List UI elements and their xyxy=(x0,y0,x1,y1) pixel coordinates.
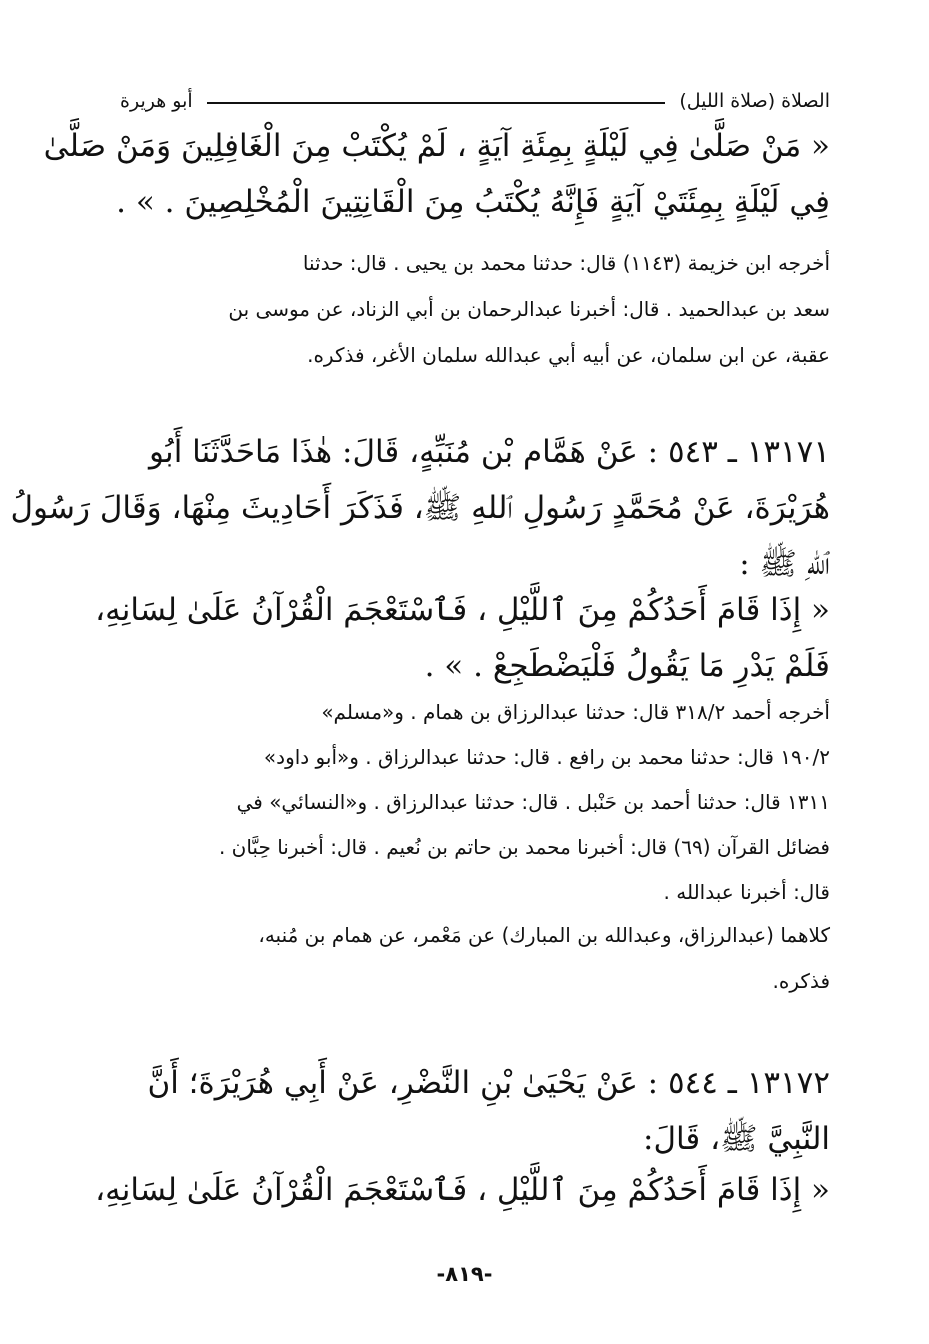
text-line: سعد بن عبدالحميد . قال: أخبرنا عبدالرحمان بن أبي الزناد، عن موسى بن xyxy=(228,297,830,321)
takhrij-note-3 xyxy=(140,912,830,1004)
takhrij-note-2 xyxy=(140,690,830,915)
text-line: « إِذَا قَامَ أَحَدُكُمْ مِنَ ٱللَّيْلِ ، فَٱسْتَعْجَمَ الْقُرْآنُ عَلَىٰ لِسَانِهِ، xyxy=(95,592,830,628)
text-line: ١٣١٧٢ ـ ٥٤٤ : عَنْ يَحْيَىٰ بْنِ النَّضْرِ، عَنْ أَبِي هُرَيْرَةَ؛ أَنَّ xyxy=(147,1065,830,1101)
text-line: « إِذَا قَامَ أَحَدُكُمْ مِنَ ٱللَّيْلِ ، فَٱسْتَعْجَمَ الْقُرْآنُ عَلَىٰ لِسَانِهِ، xyxy=(95,1172,830,1208)
text-line: ١٣١٧١ ـ ٥٤٣ : عَنْ هَمَّام بْن مُنَبِّهٍ، قَالَ: هٰذَا مَاحَدَّثَنَا أَبُو xyxy=(149,434,830,470)
chapter-title: الصلاة (صلاة الليل) xyxy=(679,90,830,112)
text-line: فضائل القرآن (٦٩) قال: أخبرنا محمد بن حاتم بن نُعيم . قال: أخبرنا حِبَّان . xyxy=(218,835,830,859)
text-line: فذكره. xyxy=(772,969,830,993)
text-line: ١٩٠/٢ قال: حدثنا محمد بن رافع . قال: حدثنا عبدالرزاق . و«أبو داود» xyxy=(263,745,830,769)
hadith-text-1 xyxy=(43,118,830,230)
text-line: قال: أخبرنا عبدالله . xyxy=(663,880,830,904)
text-line: فَلَمْ يَدْرِ مَا يَقُولُ فَلْيَضْطَجِعْ . » . xyxy=(424,648,830,684)
page-number: -٨١٩- xyxy=(436,1262,493,1286)
text-line: فِي لَيْلَةٍ بِمِئَتَيْ آيَةٍ فَإِنَّهُ يُكْتَبُ مِنَ الْقَانِتِينَ الْمُخْلِصِينَ . » . xyxy=(116,184,830,220)
text-line: ١٣١١ قال: حدثنا أحمد بن حَنْبل . قال: حدثنا عبدالرزاق . و«النسائي» في xyxy=(236,790,830,814)
hadith-13171-matn xyxy=(95,582,830,694)
narrator-title: أبو هريرة xyxy=(120,90,193,112)
text-line: « مَنْ صَلَّىٰ فِي لَيْلَةٍ بِمِئَةِ آيَةٍ ، لَمْ يُكْتَبْ مِنَ الْغَافِلِينَ وَمَنْ صَلَّىٰ xyxy=(43,128,830,164)
hadith-13172-isnad xyxy=(135,1055,830,1167)
text-line: النَّبِيَّ ﷺ، قَالَ: xyxy=(643,1121,830,1157)
text-line: أخرجه أحمد ٣١٨/٢ قال: حدثنا عبدالرزاق بن همام . و«مسلم» xyxy=(321,700,830,724)
hadith-13171-isnad xyxy=(10,424,830,592)
hadith-13172-matn xyxy=(95,1162,830,1218)
running-header xyxy=(120,86,830,116)
text-line: هُرَيْرَةَ، عَنْ مُحَمَّدٍ رَسُولِ ٱللهِ ﷺ، فَذَكَرَ أَحَادِيثَ مِنْهَا، وَقَالَ رَسُولُ xyxy=(10,490,830,526)
takhrij-note-1 xyxy=(140,240,830,378)
text-line: ٱللهِ ﷺ : xyxy=(739,546,830,582)
header-rule xyxy=(207,102,666,104)
text-line: أخرجه ابن خزيمة (١١٤٣) قال: حدثنا محمد بن يحيى . قال: حدثنا xyxy=(302,251,830,275)
text-line: كلاهما (عبدالرزاق، وعبدالله بن المبارك) عن مَعْمر، عن همام بن مُنبه، xyxy=(258,923,830,947)
text-line: عقبة، عن ابن سلمان، عن أبيه أبي عبدالله سلمان الأغر، فذكره. xyxy=(307,343,830,367)
